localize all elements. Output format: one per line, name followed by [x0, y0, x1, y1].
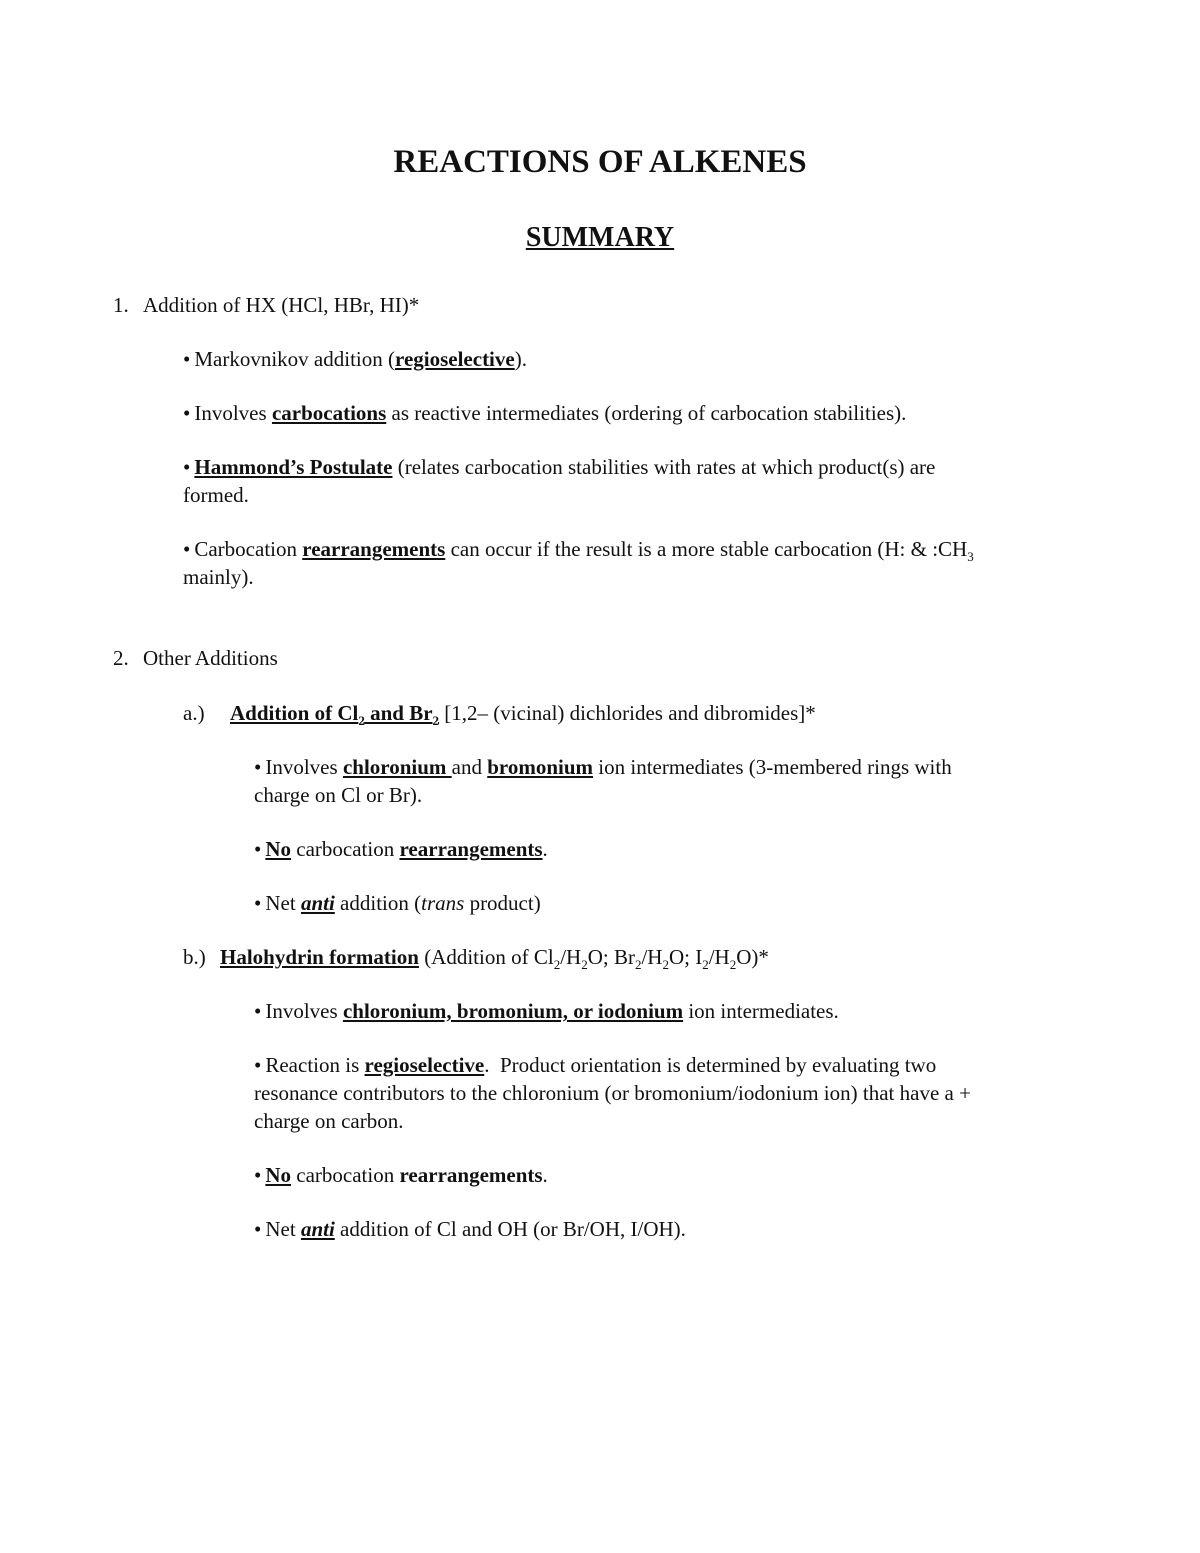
bullet-regioselective-b-line2: resonance contributors to the chloronium (or bromonium/iodonium ion) that have a +	[254, 1081, 971, 1105]
term-anti: anti	[300, 891, 335, 915]
bullet-halonium-intermediates: • Involves chloronium, bromonium, or iodonium ion intermediates.	[254, 999, 839, 1023]
bullet-anti-addition-a: • Net anti addition (trans product)	[254, 891, 541, 915]
term-rearrangements: rearrangements	[399, 837, 543, 861]
term-regioselective: regioselective	[395, 347, 515, 371]
bullet-icon: •	[254, 1163, 262, 1187]
section-number: 2.	[113, 646, 129, 670]
bullet-icon: •	[254, 999, 262, 1023]
bullet-hammond-continued: formed.	[183, 483, 249, 507]
term-carbocations: carbocations	[271, 401, 387, 425]
term-regioselective: regioselective	[364, 1053, 485, 1077]
page-title: REACTIONS OF ALKENES	[393, 144, 807, 180]
term-anti: anti	[300, 1217, 335, 1241]
term-hammonds-postulate: Hammond’s Postulate	[194, 455, 393, 479]
term-chloronium-bromonium-iodonium: chloronium, bromonium, or iodonium	[342, 999, 684, 1023]
bullet-anti-addition-b: • Net anti addition of Cl and OH (or Br/OH, I/OH).	[254, 1217, 686, 1241]
term-bromonium: bromonium	[487, 755, 594, 779]
bullet-rearrangements: • Carbocation rearrangements can occur if the result is a more stable carbocation (H: & $:CH_3$	[183, 537, 974, 565]
bullet-halonium-ions: • Involves chloronium and bromonium ion intermediates (3-membered rings with	[254, 755, 952, 779]
bullet-regioselective-b: • Reaction is regioselective. Product orientation is determined by evaluating two	[254, 1053, 937, 1077]
section-2-heading	[113, 644, 278, 672]
bullet-no-rearrangements-b: • No carbocation rearrangements.	[254, 1163, 548, 1187]
subsection-label: a.)	[183, 701, 205, 725]
subsection-label: b.)	[183, 945, 206, 969]
subsection-a-heading: a.) Addition of $Cl_2$ and $Br_2$ [1,2– (vicinal) dichlorides and dibromides]*	[183, 701, 816, 729]
bullet-carbocations: • Involves carbocations as reactive intermediates (ordering of carbocation stabilities).	[183, 401, 907, 425]
bullet-icon: •	[254, 837, 262, 861]
bullet-markovnikov: • Markovnikov addition (regioselective).	[183, 347, 527, 371]
bullet-icon: •	[254, 1217, 262, 1241]
bullet-no-rearrangements-a: • No carbocation rearrangements.	[254, 837, 548, 861]
section-heading-text: Addition of HX (HCl, HBr, HI)*	[143, 293, 420, 317]
subsection-b-heading: b.) Halohydrin formation (Addition of $Cl_2/H_2O$; $Br_2/H_2O$; $I_2/H_2O)*$	[183, 945, 769, 973]
term-halohydrin-formation: Halohydrin formation	[220, 945, 419, 969]
bullet-icon: •	[254, 1053, 262, 1077]
term-rearrangements: rearrangements	[302, 537, 446, 561]
section-number: 1.	[113, 293, 129, 317]
bullet-regioselective-b-line3: charge on carbon.	[254, 1109, 404, 1133]
bullet-icon: •	[183, 455, 191, 479]
bullet-halonium-continued: charge on Cl or Br).	[254, 783, 423, 807]
term-no: No	[265, 1163, 292, 1187]
bullet-icon: •	[183, 401, 191, 425]
page-subtitle: SUMMARY	[525, 222, 675, 253]
term-rearrangements: rearrangements	[399, 1163, 543, 1187]
section-heading-text: Other Additions	[143, 646, 278, 670]
bullet-icon: •	[254, 755, 262, 779]
section-1-heading	[113, 291, 419, 319]
term-addition-cl2-br2: Addition of $Cl_2$ and $Br_2$	[230, 701, 440, 729]
term-no: No	[265, 837, 292, 861]
bullet-hammond: • Hammond’s Postulate (relates carbocation stabilities with rates at which product(s) are	[183, 455, 936, 479]
term-trans: trans	[421, 891, 465, 915]
term-chloronium: chloronium	[342, 755, 452, 779]
bullet-rearrangements-continued: mainly).	[183, 565, 254, 589]
bullet-icon: •	[183, 537, 191, 561]
bullet-icon: •	[183, 347, 191, 371]
bullet-icon: •	[254, 891, 262, 915]
